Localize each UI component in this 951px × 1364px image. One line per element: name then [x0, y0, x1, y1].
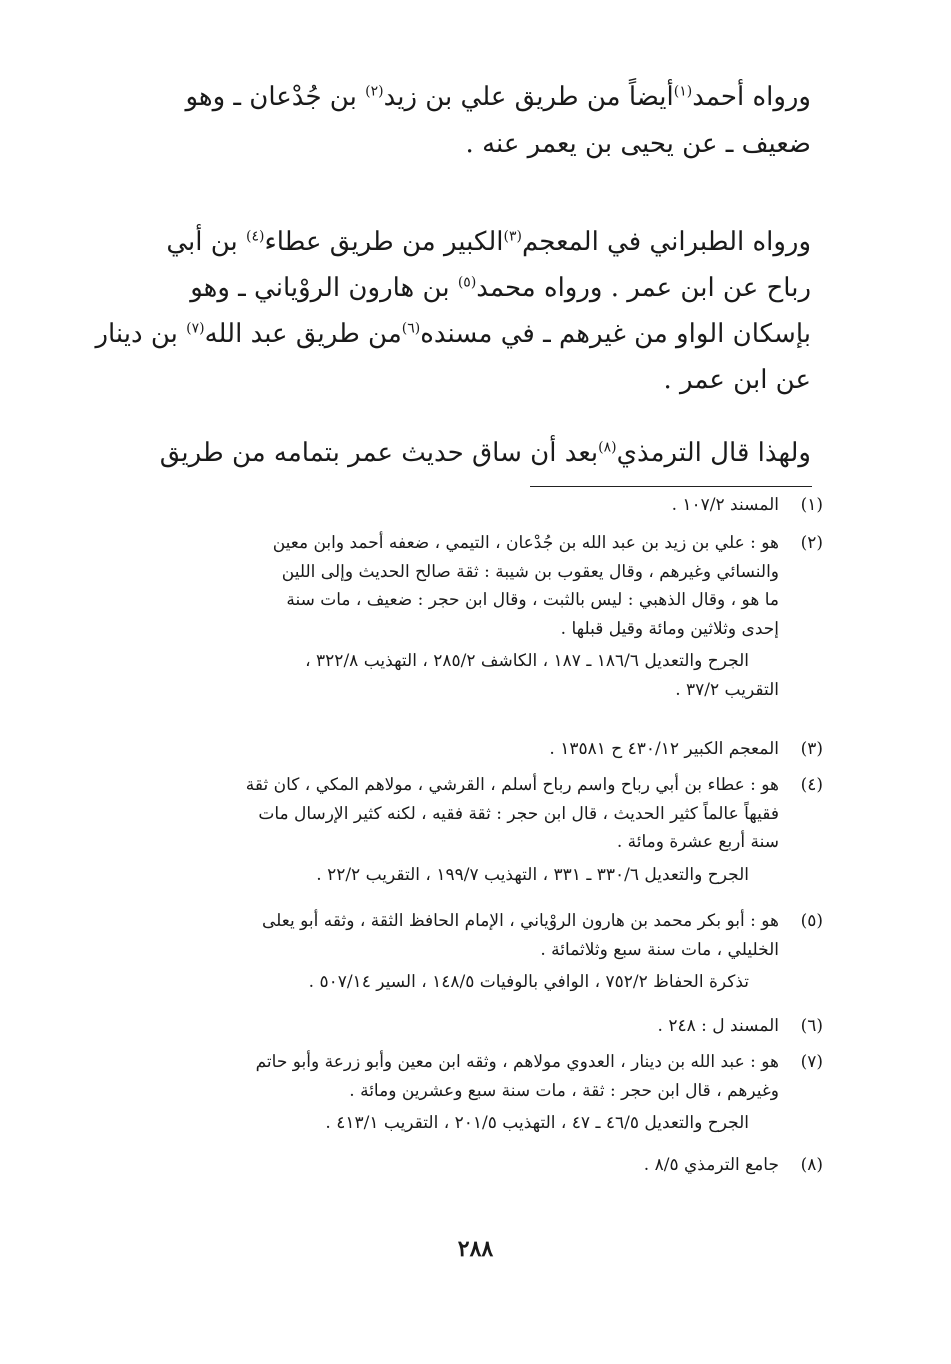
footnote-line: المعجم الكبير ٤٣٠/١٢ ح ١٣٥٨١ .	[549, 739, 779, 759]
footnote-line: سنة أربع عشرة ومائة .	[616, 832, 779, 852]
footnote-number: (٢)	[800, 533, 823, 553]
footnote-line: وغيرهم ، قال ابن حجر : ثقة ، مات سنة سبع وعشرين ومائة .	[349, 1080, 779, 1101]
text-segment: بن دينار	[95, 319, 187, 349]
footnote-number: (٥)	[800, 911, 823, 931]
text-segment: عن ابن عمر .	[663, 365, 811, 395]
footnote-line: فقيهاً عالماً كثير الحديث ، قال ابن حجر : ثقة فقيه ، لكنه كثير الإرسال مات	[258, 803, 779, 824]
footnote-ref: (٨)	[598, 439, 617, 456]
text-segment: بن جُدْعان ـ وهو	[185, 82, 366, 112]
footnote-source-line: الجرح والتعديل ١٨٦/٦ ـ ١٨٧ ، الكاشف ٢٨٥/٢ ، التهذيب ٣٢٢/٨ ،	[305, 651, 749, 671]
footnote-ref: (٦)	[401, 320, 421, 337]
footnote-line: المسند ل : ٢٤٨ .	[657, 1016, 779, 1036]
text-segment: ورواه الطبراني في المعجم	[521, 227, 811, 257]
footnote-ref: (٤)	[246, 228, 265, 245]
page-number: ٢٨٨	[457, 1236, 494, 1262]
text-segment: ضعيف ـ عن يحيى بن يعمر عنه .	[465, 129, 811, 159]
footnote-source-line: تذكرة الحفاظ ٧٥٢/٢ ، الوافي بالوفيات ١٤٨/٥ ، السير ٥٠٧/١٤ .	[308, 972, 749, 992]
text-segment: رباح عن ابن عمر . ورواه محمد	[476, 273, 811, 303]
text-segment: بعد أن ساق حديث عمر بتمامه من طريق	[159, 438, 599, 468]
text-segment: من طريق عبد الله	[204, 319, 402, 349]
footnote-number: (٧)	[800, 1052, 823, 1072]
text-segment: أيضاً من طريق علي بن زيد	[383, 82, 674, 112]
main-text-line	[185, 80, 811, 114]
text-segment: بن أبي	[166, 227, 247, 257]
main-text-line	[663, 363, 811, 397]
footnote-line: هو : عبد الله بن دينار ، العدوي مولاهم ، وثقه ابن معين وأبو زرعة وأبو حاتم	[255, 1052, 779, 1072]
footnote-ref: (١)	[673, 83, 693, 100]
main-text-line	[190, 271, 811, 305]
footnote-line: والنسائي وغيرهم ، وقال يعقوب بن شيبة : ثقة صالح الحديث وإلى اللين	[281, 561, 779, 582]
text-segment: ولهذا قال الترمذي	[616, 438, 811, 468]
footnote-line: هو : أبو بكر محمد بن هارون الروْياني ، الإمام الحافظ الثقة ، وثقه أبو يعلى	[261, 911, 779, 931]
footnote-line: ما هو ، وقال الذهبي : ليس بالثبت ، وقال ابن حجر : ضعيف ، مات سنة	[286, 590, 779, 610]
text-segment: الكبير من طريق عطاء	[264, 227, 504, 257]
footnote-ref: (٢)	[365, 83, 384, 100]
footnote-number: (٣)	[800, 739, 823, 759]
footnote-number: (١)	[800, 495, 823, 515]
footnote-number: (٨)	[800, 1155, 823, 1175]
footnote-ref: (٣)	[503, 228, 522, 245]
text-segment: بإسكان الواو من غيرهم ـ في مسنده	[420, 319, 811, 349]
main-text-line	[466, 127, 811, 161]
main-text-line	[166, 225, 811, 259]
text-segment: بن هارون الروْياني ـ وهو	[190, 273, 458, 303]
footnote-line: هو : عطاء بن أبي رباح واسم رباح أسلم ، القرشي ، مولاهم المكي ، كان ثقة	[245, 775, 779, 795]
footnote-number: (٦)	[800, 1016, 823, 1036]
footnote-line: جامع الترمذي ٨/٥ .	[643, 1155, 779, 1175]
footnote-source-line: التقريب ٣٧/٢ .	[675, 679, 779, 700]
footnote-ref: (٧)	[186, 320, 205, 337]
main-text-line	[95, 317, 811, 351]
main-text-line	[160, 436, 811, 470]
footnote-line: المسند ١٠٧/٢ .	[671, 495, 779, 515]
text-segment: ورواه أحمد	[692, 82, 811, 112]
footnote-number: (٤)	[800, 775, 823, 795]
footnote-line: هو : علي بن زيد بن عبد الله بن جُدْعان ، التيمي ، ضعفه أحمد وابن معين	[272, 533, 779, 553]
footnote-ref: (٥)	[457, 274, 477, 291]
footnote-source-line: الجرح والتعديل ٣٣٠/٦ ـ ٣٣١ ، التهذيب ١٩٩/٧ ، التقريب ٢٢/٢ .	[316, 864, 749, 885]
footnote-source-line: الجرح والتعديل ٤٦/٥ ـ ٤٧ ، التهذيب ٢٠١/٥ ، التقريب ٤١٣/١ .	[325, 1113, 749, 1133]
footnote-line: إحدى وثلاثين ومائة وقيل قبلها .	[560, 618, 779, 639]
footnote-line: الخليلي ، مات سنة سبع وثلاثمائة .	[540, 939, 779, 960]
footnote-separator	[530, 486, 812, 487]
